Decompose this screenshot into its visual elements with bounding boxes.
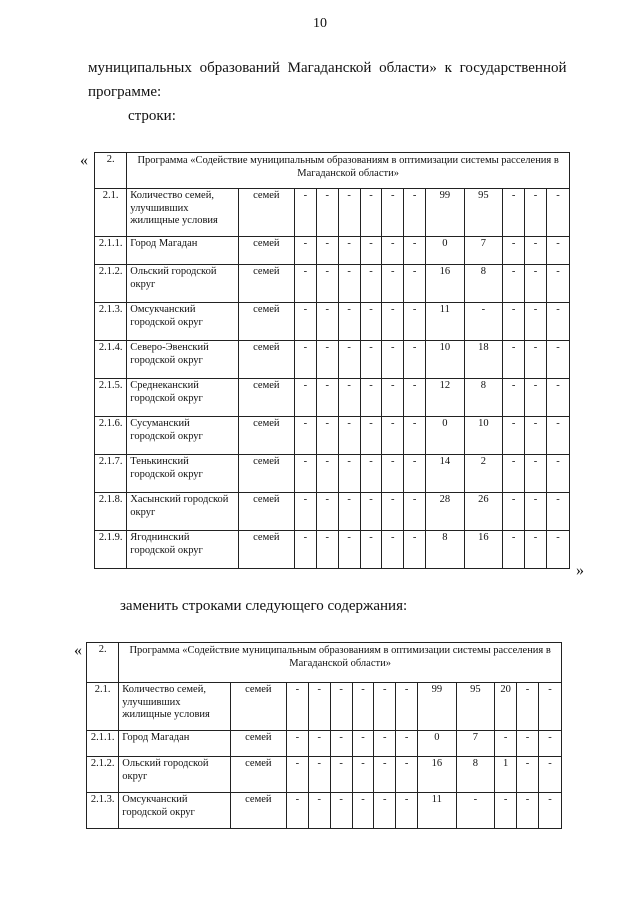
value-cell: - [404, 237, 426, 265]
value-cell: 16 [426, 265, 465, 303]
value-cell: - [338, 379, 360, 417]
value-cell: - [360, 265, 382, 303]
row-number: 2.1.2. [87, 757, 119, 793]
value-cell: 10 [426, 341, 465, 379]
value-cell: - [525, 455, 547, 493]
value-cell: - [525, 379, 547, 417]
indicator-name: Омсукчанский городской округ [127, 303, 238, 341]
row-number: 2. [95, 153, 127, 189]
value-cell: 8 [464, 265, 503, 303]
value-cell: - [546, 237, 569, 265]
indicator-name: Хасынский городской округ [127, 493, 238, 531]
value-cell: - [538, 731, 561, 757]
value-cell: - [538, 757, 561, 793]
value-cell: - [538, 683, 561, 731]
indicator-name: Тенькинский городской округ [127, 455, 238, 493]
table-row [95, 265, 570, 303]
value-cell: - [338, 417, 360, 455]
unit-cell: семей [230, 731, 286, 757]
value-cell: - [294, 265, 316, 303]
new-table-body [87, 643, 562, 829]
value-cell: - [294, 237, 316, 265]
row-number: 2.1.8. [95, 493, 127, 531]
value-cell: 8 [456, 757, 495, 793]
value-cell: - [316, 379, 338, 417]
indicator-name: Город Магадан [127, 237, 238, 265]
value-cell: - [338, 265, 360, 303]
indicator-name: Среднеканский городской округ [127, 379, 238, 417]
value-cell: - [456, 793, 495, 829]
value-cell: 99 [418, 683, 457, 731]
value-cell: - [525, 265, 547, 303]
value-cell: - [382, 379, 404, 417]
table-row [87, 793, 562, 829]
unit-cell: семей [238, 531, 294, 569]
value-cell: - [294, 493, 316, 531]
value-cell: - [546, 189, 569, 237]
unit-cell: семей [238, 379, 294, 417]
value-cell: 18 [464, 341, 503, 379]
value-cell: - [382, 303, 404, 341]
table-row [87, 757, 562, 793]
strings-label: строки: [128, 108, 176, 124]
row-number: 2.1.3. [87, 793, 119, 829]
value-cell: - [374, 793, 396, 829]
value-cell: - [360, 417, 382, 455]
value-cell: - [338, 189, 360, 237]
unit-cell: семей [238, 417, 294, 455]
program-row [95, 153, 570, 189]
value-cell: - [525, 493, 547, 531]
value-cell: - [517, 757, 539, 793]
value-cell: - [316, 303, 338, 341]
value-cell: - [404, 417, 426, 455]
value-cell: 26 [464, 493, 503, 531]
value-cell: - [294, 379, 316, 417]
table-row [95, 189, 570, 237]
value-cell: 7 [456, 731, 495, 757]
value-cell: 11 [418, 793, 457, 829]
value-cell: 2 [464, 455, 503, 493]
value-cell: - [404, 341, 426, 379]
value-cell: - [360, 493, 382, 531]
value-cell: - [360, 379, 382, 417]
value-cell: - [382, 265, 404, 303]
program-title: Программа «Содействие муниципальным образованиям в оптимизации системы расселения в Магаданской области» [119, 643, 562, 683]
value-cell: 0 [418, 731, 457, 757]
value-cell: - [396, 683, 418, 731]
value-cell: - [286, 683, 308, 731]
value-cell: - [525, 189, 547, 237]
value-cell: - [352, 757, 374, 793]
indicator-name: Северо-Эвенский городской округ [127, 341, 238, 379]
value-cell: - [316, 531, 338, 569]
value-cell: - [404, 493, 426, 531]
row-number: 2.1.6. [95, 417, 127, 455]
value-cell: - [517, 793, 539, 829]
value-cell: 20 [495, 683, 517, 731]
value-cell: - [294, 189, 316, 237]
replace-text: заменить строками следующего содержания: [120, 598, 408, 614]
indicator-name: Город Магадан [119, 731, 230, 757]
value-cell: - [503, 417, 525, 455]
table-row [95, 531, 570, 569]
value-cell: 28 [426, 493, 465, 531]
value-cell: 16 [464, 531, 503, 569]
unit-cell: семей [238, 493, 294, 531]
table-row [95, 303, 570, 341]
value-cell: - [338, 455, 360, 493]
open-quote-2: « [74, 642, 82, 659]
value-cell: - [374, 731, 396, 757]
value-cell: - [330, 757, 352, 793]
value-cell: - [382, 417, 404, 455]
value-cell: - [495, 793, 517, 829]
value-cell: - [503, 303, 525, 341]
unit-cell: семей [238, 303, 294, 341]
value-cell: - [396, 793, 418, 829]
value-cell: - [316, 455, 338, 493]
value-cell: - [546, 455, 569, 493]
value-cell: - [382, 341, 404, 379]
value-cell: - [503, 379, 525, 417]
value-cell: - [382, 189, 404, 237]
value-cell: 10 [464, 417, 503, 455]
value-cell: - [404, 379, 426, 417]
page-number: 10 [313, 16, 327, 31]
value-cell: - [525, 237, 547, 265]
value-cell: - [382, 455, 404, 493]
table-row [87, 683, 562, 731]
value-cell: - [404, 531, 426, 569]
program-row [87, 643, 562, 683]
value-cell: - [338, 341, 360, 379]
close-quote-1: » [576, 562, 584, 579]
row-number: 2.1.4. [95, 341, 127, 379]
new-table [86, 642, 562, 829]
indicator-name: Омсукчанский городской округ [119, 793, 230, 829]
value-cell: - [308, 757, 330, 793]
value-cell: - [286, 757, 308, 793]
value-cell: - [352, 683, 374, 731]
unit-cell: семей [230, 757, 286, 793]
value-cell: - [352, 793, 374, 829]
value-cell: - [338, 531, 360, 569]
value-cell: - [294, 455, 316, 493]
intro-line-2: программе: [88, 84, 162, 100]
value-cell: - [286, 793, 308, 829]
table-row [95, 379, 570, 417]
row-number: 2.1. [87, 683, 119, 731]
value-cell: - [316, 417, 338, 455]
intro-line-1: муниципальных образований Магаданской области» к государственной [88, 60, 567, 76]
table-row [87, 731, 562, 757]
table-row [95, 493, 570, 531]
value-cell: - [525, 531, 547, 569]
value-cell: 7 [464, 237, 503, 265]
table-row [95, 417, 570, 455]
unit-cell: семей [238, 265, 294, 303]
value-cell: - [338, 303, 360, 341]
value-cell: - [338, 237, 360, 265]
unit-cell: семей [238, 455, 294, 493]
value-cell: - [396, 757, 418, 793]
value-cell: - [404, 455, 426, 493]
table-row [95, 237, 570, 265]
indicator-name: Ольский городской округ [119, 757, 230, 793]
value-cell: - [286, 731, 308, 757]
value-cell: - [382, 493, 404, 531]
value-cell: - [308, 731, 330, 757]
value-cell: 95 [464, 189, 503, 237]
value-cell: - [546, 417, 569, 455]
indicator-name: Сусуманский городской округ [127, 417, 238, 455]
value-cell: - [360, 303, 382, 341]
value-cell: - [517, 731, 539, 757]
value-cell: - [503, 341, 525, 379]
value-cell: - [525, 303, 547, 341]
value-cell: - [316, 265, 338, 303]
value-cell: - [360, 189, 382, 237]
value-cell: - [360, 237, 382, 265]
value-cell: - [546, 341, 569, 379]
value-cell: 95 [456, 683, 495, 731]
value-cell: - [330, 731, 352, 757]
value-cell: - [352, 731, 374, 757]
value-cell: - [374, 683, 396, 731]
row-number: 2. [87, 643, 119, 683]
value-cell: - [330, 683, 352, 731]
unit-cell: семей [238, 189, 294, 237]
value-cell: - [294, 531, 316, 569]
value-cell: 0 [426, 237, 465, 265]
indicator-name: Количество семей, улучшивших жилищные условия [127, 189, 238, 237]
indicator-name: Количество семей, улучшивших жилищные условия [119, 683, 230, 731]
value-cell: - [360, 341, 382, 379]
value-cell: 0 [426, 417, 465, 455]
value-cell: - [404, 189, 426, 237]
value-cell: - [464, 303, 503, 341]
value-cell: - [503, 493, 525, 531]
unit-cell: семей [230, 683, 286, 731]
value-cell: - [503, 237, 525, 265]
value-cell: - [316, 189, 338, 237]
value-cell: - [294, 303, 316, 341]
value-cell: 12 [426, 379, 465, 417]
value-cell: - [308, 793, 330, 829]
value-cell: - [382, 531, 404, 569]
value-cell: - [396, 731, 418, 757]
value-cell: - [495, 731, 517, 757]
value-cell: - [404, 265, 426, 303]
value-cell: 8 [464, 379, 503, 417]
row-number: 2.1. [95, 189, 127, 237]
value-cell: 8 [426, 531, 465, 569]
row-number: 2.1.7. [95, 455, 127, 493]
value-cell: - [382, 237, 404, 265]
value-cell: - [316, 341, 338, 379]
value-cell: - [294, 341, 316, 379]
value-cell: - [517, 683, 539, 731]
value-cell: - [525, 341, 547, 379]
value-cell: - [338, 493, 360, 531]
value-cell: 16 [418, 757, 457, 793]
value-cell: - [503, 265, 525, 303]
value-cell: 99 [426, 189, 465, 237]
value-cell: 11 [426, 303, 465, 341]
indicator-name: Ягоднинский городской округ [127, 531, 238, 569]
value-cell: - [308, 683, 330, 731]
value-cell: - [546, 265, 569, 303]
value-cell: - [538, 793, 561, 829]
value-cell: - [546, 379, 569, 417]
old-table-body [95, 153, 570, 569]
unit-cell: семей [238, 237, 294, 265]
table-row [95, 341, 570, 379]
value-cell: - [525, 417, 547, 455]
row-number: 2.1.2. [95, 265, 127, 303]
row-number: 2.1.1. [87, 731, 119, 757]
value-cell: - [316, 237, 338, 265]
value-cell: - [360, 455, 382, 493]
indicator-name: Ольский городской округ [127, 265, 238, 303]
value-cell: - [374, 757, 396, 793]
value-cell: - [404, 303, 426, 341]
value-cell: - [360, 531, 382, 569]
open-quote-1: « [80, 152, 88, 169]
value-cell: 14 [426, 455, 465, 493]
unit-cell: семей [230, 793, 286, 829]
value-cell: - [546, 493, 569, 531]
row-number: 2.1.3. [95, 303, 127, 341]
value-cell: - [316, 493, 338, 531]
row-number: 2.1.1. [95, 237, 127, 265]
unit-cell: семей [238, 341, 294, 379]
value-cell: - [503, 531, 525, 569]
value-cell: - [503, 455, 525, 493]
row-number: 2.1.5. [95, 379, 127, 417]
value-cell: - [546, 531, 569, 569]
value-cell: - [294, 417, 316, 455]
value-cell: 1 [495, 757, 517, 793]
old-table [94, 152, 570, 569]
value-cell: - [546, 303, 569, 341]
value-cell: - [503, 189, 525, 237]
program-title: Программа «Содействие муниципальным образованиям в оптимизации системы расселения в Магаданской области» [127, 153, 570, 189]
row-number: 2.1.9. [95, 531, 127, 569]
value-cell: - [330, 793, 352, 829]
table-row [95, 455, 570, 493]
